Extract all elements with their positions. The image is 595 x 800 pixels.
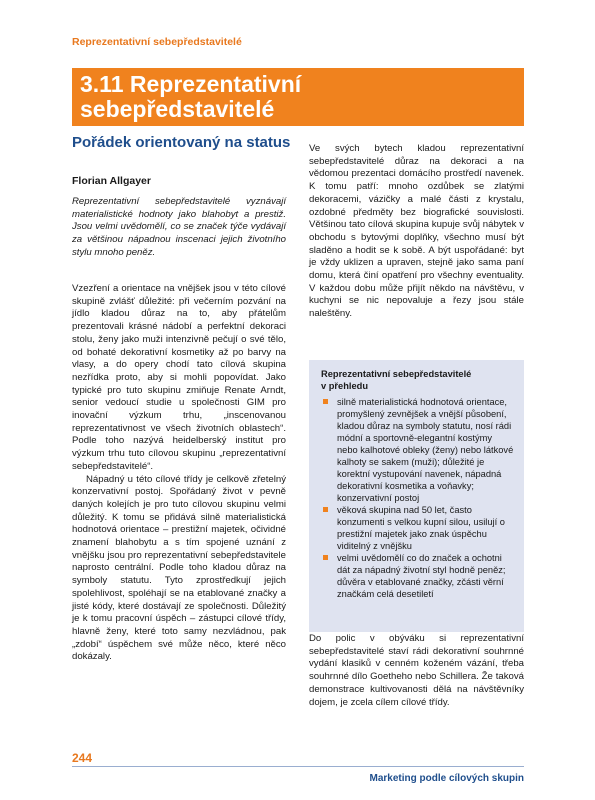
sidebar-title: [321, 368, 514, 392]
running-head: Reprezentativní sebepředstavitelé: [72, 36, 242, 48]
body-paragraph: Vzezření a orientace na vnějšek jsou v této cílové skupině zvlášť důležité: při večerním pozvání na jídlo kladou důraz na to, aby přátelům prezentovali krásné nádobí a perfektní dekoraci stolu, ženy jako muži intenzivně pečují o své tělo, od bohaté dekorativní kosmetiky až po barvy na vlasy, a do opery chodí tato cílová skupina nezřídka proto, aby si mohli popovídat. Jako typické pro tuto skupinu zmiňuje Renate Arndt, senior vedoucí studie u společnosti GIM pro inovační výzkum trhu, „inscenovanou reprezentativnost ve všech životních oblastech“. Podle toho nazývá heidelberský institut pro výzkum trhu tuto cílovou skupinu „reprezentativní sebepředstavitelé“.: [72, 283, 286, 472]
list-item-text: věková skupina nad 50 let, často konzumenti s velkou kupní silou, usilují o prestižní majetek jako znak úspěchu viditelný z vnějšku: [337, 505, 505, 551]
body-paragraph: Do polic v obýváku si reprezentativní sebepředstavitelé staví rádi dekorativní souhrnné vydání klasiků v cenném koženém vázání, třeba souhrnné dílo Goetheho nebo Schillera. Že taková demonstrace kultivovanosti dělá na návštěvníky dojem, je zcela cílem cílové třídy.: [309, 633, 524, 708]
sidebar-title-line-2: v přehledu: [321, 381, 369, 391]
list-item: [321, 504, 514, 552]
chapter-title-line-2: sebepředstavitelé: [80, 96, 275, 122]
body-paragraph: Ve svých bytech kladou reprezentativní sebepředstavitelé důraz na dekoraci a na vědomou prezentaci domácího prostředí navenek. K tomu patří: mnoho ozdůbek se zlatými dekoracemi, vázičky a malé části z krystalu, ozdobné předměty bez biografické souvislosti. Většinou tato cílová skupina kupuje svůj nábytek v obchodu s bytovými doplňky, všechno musí být sladěno a hodit se k sobě. A být uspořádané: byt je vždy uklizen a upraven, stejně jako sama paní domu, která činí opatření pro všechny eventuality. V každou dobu může přijít někdo na návštěvu, v kuchyni se nic nepovaluje a řezy jsou stále naleštěny.: [309, 143, 524, 320]
square-bullet-icon: [323, 507, 328, 512]
list-item-text: silně materialistická hodnotová orientace, promyšlený zevnějšek a vnější působení, kladou důraz na symboly statutu, nosí rádi módní a sportovně-elegantní kostýmy nebo kalhotové obleky (ženy) nebo látkové kalhoty se sakem (muži); důležité je korektní vystupování navenek, nápadná dekorativní kosmetika a voňavky; konzervativní postoj: [337, 397, 514, 503]
sidebar-list: [321, 396, 514, 600]
footer-book-title: Marketing podle cílových skupin: [369, 773, 524, 784]
right-column-top: [309, 143, 524, 321]
body-paragraph: Nápadný u této cílové třídy je celkově zřetelný konzervativní postoj. Spořádaný život v pevně daných kolejích je pro tuto cílovou skupinu velmi důležitý. K tomu se přidává silně materialistická hodnotová orientace – prestižní majetek, očividné znamení blahobytu a s tím spojené uznání z vnějšku jsou pro reprezentativní sebepředstavitele naprosto centrální. Podle toho kladou důraz na symboly statutu. Tyto zprostředkují jejich spolehlivost, spoléhají se na etablované značky a jisté kódy, které dostávají ze společnosti. Důležitý je k tomu pracovní úspěch – zástupci cílové třídy, hlavně ženy, které toto samy nezvládnou, pak „zdobí“ úspěchem své může něco, které něco dokázaly.: [72, 473, 286, 663]
chapter-title-line-1: 3.11 Reprezentativní: [80, 71, 302, 97]
page-number: 244: [72, 751, 93, 765]
sidebar-title-line-1: Reprezentativní sebepředstavitelé: [321, 369, 472, 379]
author-name: Florian Allgayer: [72, 175, 151, 187]
square-bullet-icon: [323, 555, 328, 560]
left-column-body: [72, 283, 286, 664]
lead-text: Reprezentativní sebepředstavitelé vyznávají materialistické hodnoty jako blahobyt a prestiž. Jsou velmi uvědomělí, co se značek týče vydávají za většinou nápadnou inscenaci jejich životního stylu mnoho peněz.: [72, 196, 286, 258]
list-item-text: velmi uvědomělí co do značek a ochotni dát za nápadný životní styl hodně peněz; důvěra v etablované značky, zčásti věrní značkám celá desetiletí: [337, 553, 506, 599]
overview-sidebar-box: [309, 360, 524, 632]
section-subtitle: Pořádek orientovaný na status: [72, 134, 291, 151]
list-item: [321, 396, 514, 504]
list-item: [321, 552, 514, 600]
footer-divider: [72, 766, 524, 767]
right-column-bottom: [309, 633, 524, 709]
square-bullet-icon: [323, 399, 328, 404]
lead-paragraph: [72, 196, 286, 260]
chapter-heading-banner: [72, 68, 524, 126]
